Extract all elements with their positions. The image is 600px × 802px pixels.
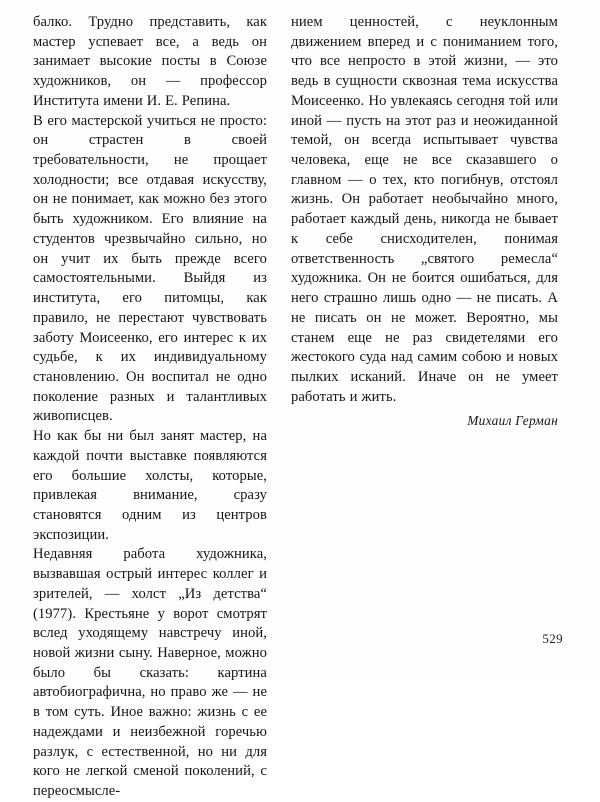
text-body — [33, 13, 558, 802]
paragraph: В его мастерской учиться не просто: он страстен в своей требовательности, не прощает холодности; все отдавая искусству, он не понимает, как можно без этого быть художником. Его влияние на студентов чрезвычайно сильно, но он учит их быть прежде всего самостоятельными. Выйдя из института, его питомцы, как правило, не перестают чувствовать заботу Моисеенко, его интерес к их судьбе, к их индивидуальному становлению. Он воспитал не одно поколение разных и талантливых живописцев. — [33, 112, 267, 425]
paragraph: Но как бы ни был занят мастер, на каждой почти выставке появляются его большие холсты, которые, привлекая внимание, сразу становятся одним из центров экспозиции. — [33, 428, 267, 543]
page-number: 529 — [542, 631, 563, 646]
paragraph: нием ценностей, с неуклонным движением вперед и с пониманием того, что все непросто в этой жизни, — это ведь в сущности сквозная тема искусства Моисеенко. Но увлекаясь сегодня той или иной — пусть на этот раз и неожиданной темой, он всегда испытывает чувства человека, еще не все сказавшего о главном — о тех, кто погибнув, отстоял жизнь. Он работает необычайно много, работает каждый день, никогда не бывает к себе снисходителен, понимая ответственность „святого ремесла“ художника. Он не боится ошибаться, для него страшно лишь одно — не писать. А не писать он не может. Вероятно, мы станем еще не раз свидетелями его жестокого суда над самим собою и новых пылких исканий. Иначе он не умеет работать и жить. — [291, 14, 558, 405]
paragraph: Недавняя работа художника, вызвавшая острый интерес коллег и зрителей, — холст „Из детства“ (1977). Крестьяне у ворот смотрят вслед уходящему навстречу иной, новой жизни сыну. Наверное, можно было бы сказать: картина автобиографична, но право же — не в том суть. Иное важно: жизнь с ее надеждами и неизбежной горечью разлук, с естественной, но ни для кого не легкой сменой поколений, с переосмысле- — [33, 546, 267, 800]
paragraph: балко. Трудно представить, как мастер успевает все, а ведь он занимает высокие посты в Союзе художников, он — профессор Института имени И. Е. Репина. — [33, 14, 267, 109]
author-signature: Михаил Герман — [467, 413, 558, 429]
left-text-column — [33, 13, 267, 802]
right-text-column — [291, 13, 558, 431]
